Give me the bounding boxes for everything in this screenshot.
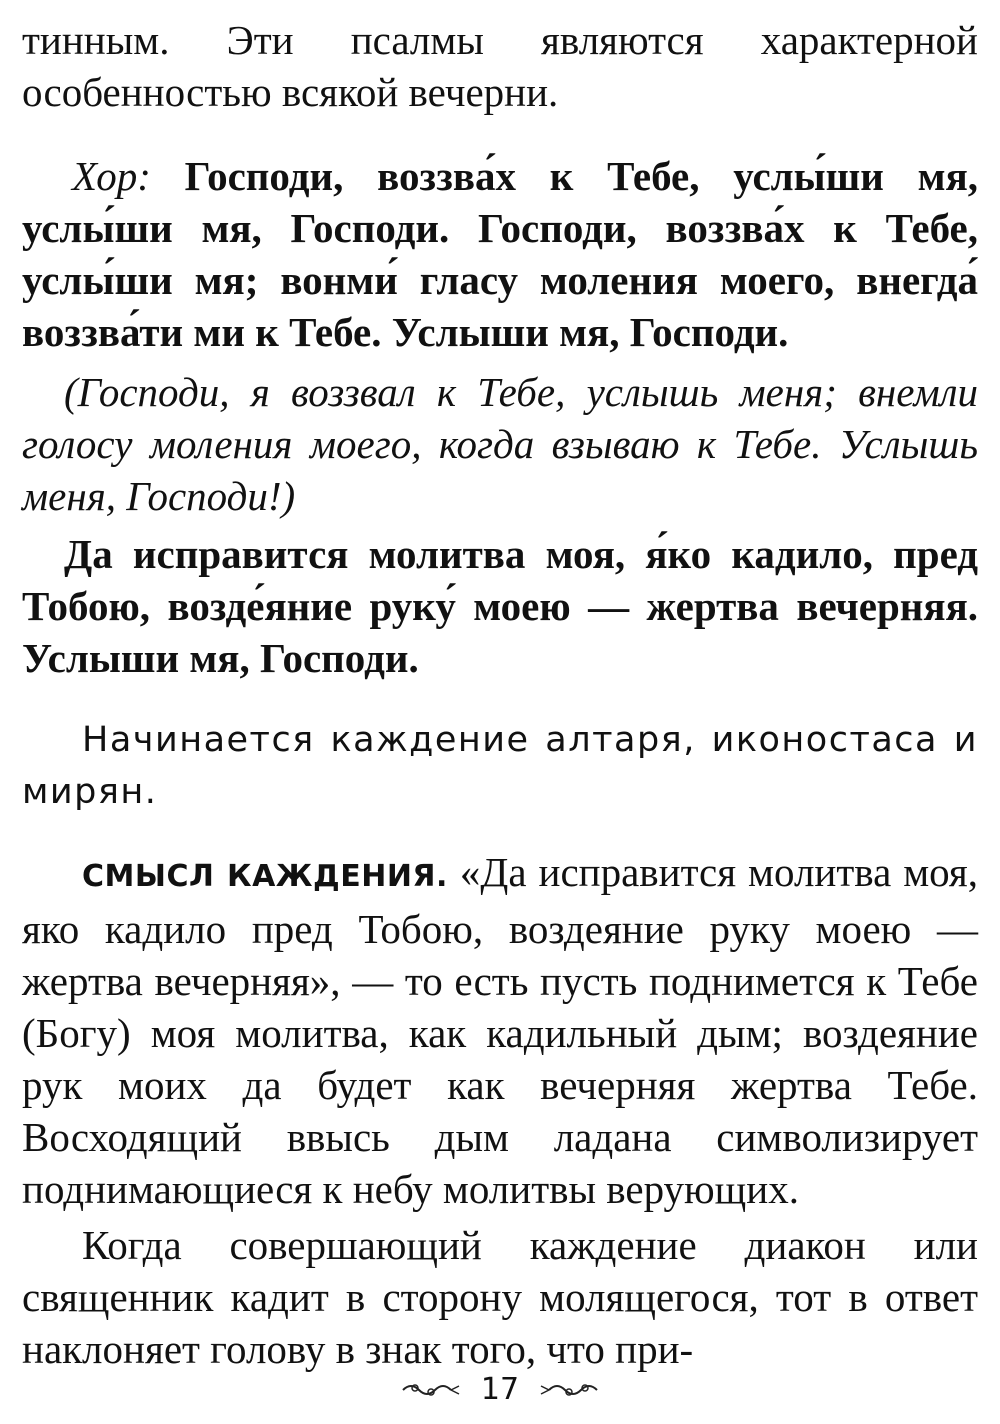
page-body bbox=[22, 14, 978, 1375]
paragraph-meaning bbox=[22, 846, 978, 1215]
meaning-text: «Да исправится молитва моя, яко кадило пред Тобою, воздеяние руку моею — жертва вечерняя», — то есть пусть поднимется к Тебе (Богу) моя молитва, как кадильный дым; воздеяние рук моих да будет как вечерняя жертва Тебе. Восходящий ввысь дым ладана символизирует поднимающиеся к небу молитвы верующих. bbox=[22, 849, 979, 1212]
paragraph-translation bbox=[22, 366, 978, 522]
meaning-heading: СМЫСЛ КАЖДЕНИЯ. bbox=[82, 859, 448, 894]
page-footer bbox=[0, 1372, 1000, 1408]
paragraph-bow: Когда совершающий каждение диакон или священник кадит в сторону молящегося, тот в ответ наклоняет голову в знак того, что при- bbox=[22, 1222, 978, 1372]
vine-ornament-icon bbox=[539, 1373, 599, 1408]
paragraph-censing: Начинается каждение алтаря, иконостаса и мирян. bbox=[22, 720, 978, 812]
vine-ornament-icon bbox=[401, 1373, 461, 1408]
paragraph-prayer bbox=[22, 528, 978, 684]
paragraph-choir bbox=[22, 150, 978, 358]
choir-label: Хор: bbox=[72, 153, 151, 199]
prayer-text: Да исправится молитва моя, я́ко кадило, пред Тобою, возде́яние руку́ моею — жертва вечерняя. Услыши мя, Господи. bbox=[22, 531, 978, 681]
choir-text: Господи, воззва́х к Тебе, услы́ши мя, услы́ши мя, Господи. Господи, воззва́х к Тебе, услы́ши мя; вонми́ гласу моления моего, внегда́ воззва́ти ми к Тебе. Услыши мя, Господи. bbox=[22, 153, 979, 355]
paragraph-intro: тинным. Эти псалмы являются характерной особенностью всякой вечерни. bbox=[22, 17, 978, 115]
page-number: 17 bbox=[480, 1372, 520, 1407]
translation-text: (Господи, я воззвал к Тебе, услышь меня; внемли голосу моления моего, когда взываю к Тебе. Услышь меня, Господи!) bbox=[22, 369, 978, 519]
